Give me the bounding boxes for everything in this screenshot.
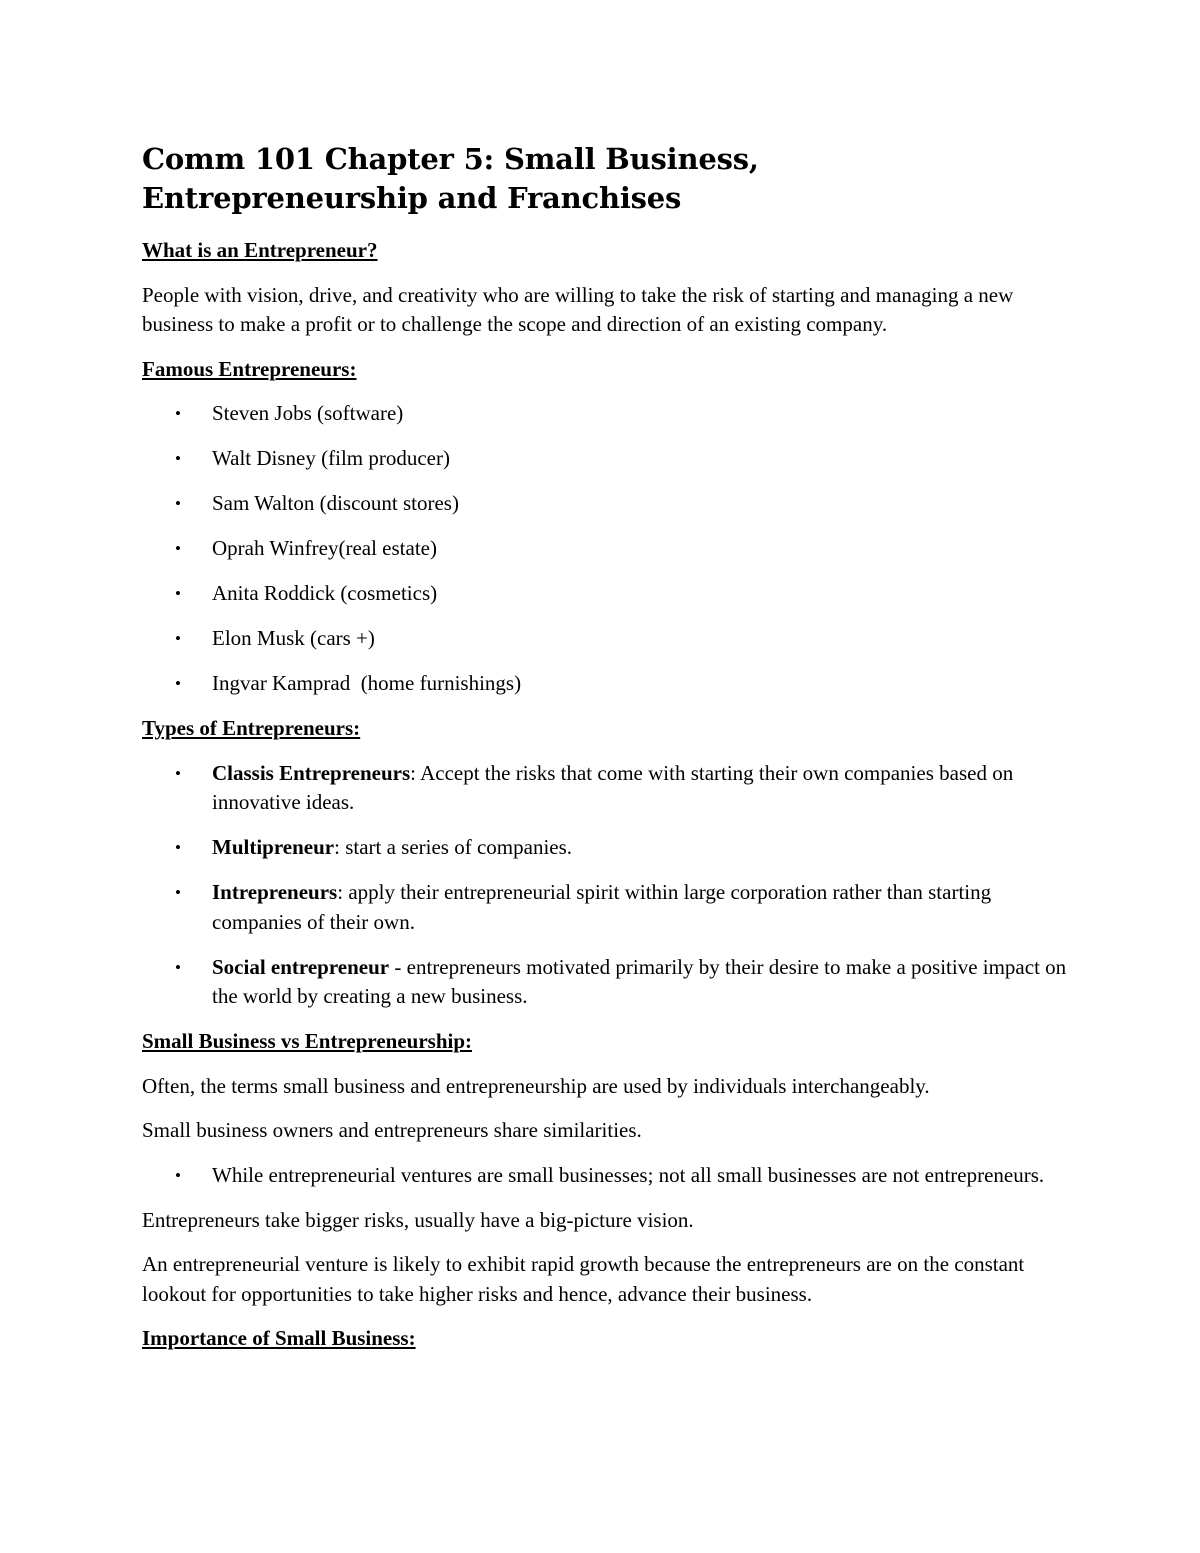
list-item-text: Walt Disney (film producer) [212, 446, 450, 470]
definition-paragraph: People with vision, drive, and creativity who are willing to take the risk of starting and managing a new business to make a profit or to challenge the scope and direction of an existing company. [142, 282, 1014, 336]
bullet-icon: • [175, 494, 181, 513]
bullet-icon: • [175, 449, 181, 468]
heading-small-business-vs-entrepreneurship: Small Business vs Entrepreneurship: [142, 1029, 473, 1053]
bullet-icon: • [175, 539, 181, 558]
list-item [142, 669, 1072, 699]
list-item [142, 444, 1072, 474]
bullet-icon: • [175, 838, 181, 857]
list-item-text: Oprah Winfrey(real estate) [212, 536, 437, 560]
bullet-icon: • [175, 763, 181, 783]
list-item-text: Anita Roddick (cosmetics) [212, 581, 438, 605]
bullet-icon: • [175, 584, 181, 603]
bullet-icon: • [175, 883, 181, 902]
type-description: : apply their entrepreneurial spirit within large corporation rather than starting companies of their own. [212, 880, 992, 934]
list-item [142, 953, 1072, 1012]
list-item-text: Ingvar Kamprad (home furnishings) [212, 671, 522, 695]
document-body [142, 236, 1072, 1369]
list-item [142, 534, 1072, 564]
heading-what-is-entrepreneur: What is an Entrepreneur? [142, 238, 378, 262]
comparison-paragraph: Small business owners and entrepreneurs share similarities. [142, 1118, 642, 1142]
comparison-paragraph: Entrepreneurs take bigger risks, usually have a big-picture vision. [142, 1207, 694, 1232]
comparison-paragraph: Often, the terms small business and entrepreneurship are used by individuals interchangeably. [142, 1073, 930, 1098]
heading-importance-of-small-business: Importance of Small Business: [142, 1326, 416, 1350]
type-term: Social entrepreneur [212, 954, 390, 979]
bullet-icon: • [175, 629, 181, 648]
type-description: : start a series of companies. [334, 835, 573, 859]
heading-types-of-entrepreneurs: Types of Entrepreneurs: [142, 716, 361, 740]
type-term: Multipreneur [212, 835, 335, 859]
heading-famous-entrepreneurs: Famous Entrepreneurs: [142, 356, 357, 381]
type-description: : Accept the risks that come with starting their own companies based on innovative ideas. [212, 760, 1014, 814]
bullet-icon: • [175, 1165, 181, 1185]
document-title: Comm 101 Chapter 5: Small Business, Entrepreneurship and Franchises [142, 142, 759, 215]
list-item-text: Sam Walton (discount stores) [212, 491, 459, 515]
list-item-text: Elon Musk (cars +) [212, 626, 375, 650]
list-item [142, 759, 1072, 818]
list-item [142, 579, 1072, 609]
famous-entrepreneurs-list [142, 399, 1072, 699]
comparison-list [142, 1161, 1072, 1191]
bullet-icon: • [175, 674, 181, 693]
bullet-icon: • [175, 404, 181, 423]
list-item [142, 833, 1072, 863]
bullet-icon: • [175, 957, 181, 977]
list-item [142, 1161, 1072, 1191]
list-item [142, 489, 1072, 519]
type-term: Intrepreneurs [212, 880, 338, 904]
type-description: - entrepreneurs motivated primarily by their desire to make a positive impact on the world by creating a new business. [212, 954, 1067, 1008]
list-item-text: Steven Jobs (software) [212, 401, 404, 425]
type-term: Classis Entrepreneurs [212, 760, 411, 785]
comparison-paragraph: An entrepreneurial venture is likely to exhibit rapid growth because the entrepreneurs are on the constant lookout for opportunities to take higher risks and hence, advance their business. [142, 1252, 1025, 1306]
list-item [142, 878, 1072, 937]
list-item-text: While entrepreneurial ventures are small businesses; not all small businesses are not entrepreneurs. [212, 1162, 1045, 1187]
list-item [142, 399, 1072, 429]
entrepreneur-types-list [142, 759, 1072, 1012]
list-item [142, 624, 1072, 654]
